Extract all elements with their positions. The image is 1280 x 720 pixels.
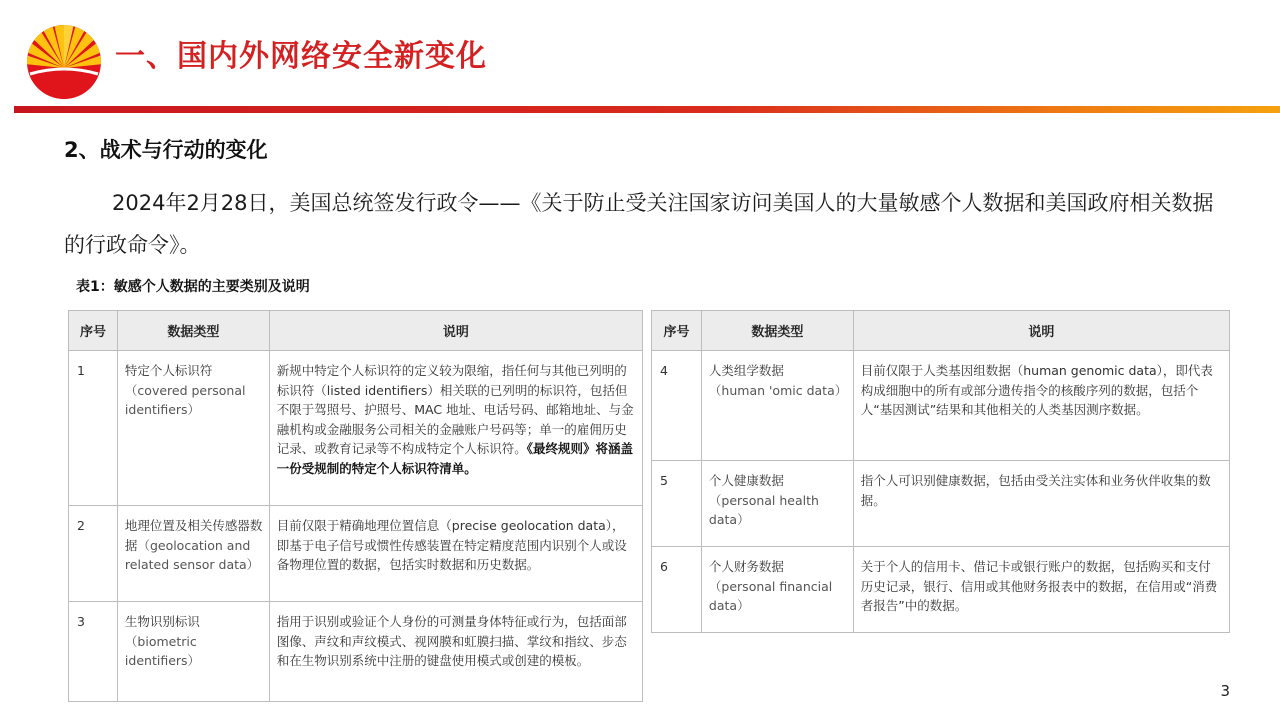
row-description: [269, 602, 642, 702]
header-num: 序号: [69, 311, 118, 351]
row-number: 4: [652, 351, 702, 461]
type-cn: 人类组学数据: [708, 363, 784, 378]
row-type: [117, 602, 269, 702]
page-number: 3: [1220, 682, 1230, 700]
row-description: [269, 506, 642, 602]
header-desc: 说明: [853, 311, 1229, 351]
row-description: [853, 351, 1229, 461]
data-category-table-left: [68, 310, 643, 702]
row-number: 5: [652, 461, 702, 547]
row-number: 6: [652, 547, 702, 633]
row-number: 2: [69, 506, 118, 602]
type-cn: 个人财务数据: [708, 559, 784, 574]
desc-text: 关于个人的信用卡、借记卡或银行账户的数据，包括购买和支付历史记录，银行、信用或其他财务报表中的数据，在信用或“消费者报告”中的数据。: [860, 559, 1218, 613]
table-row: [69, 602, 643, 702]
table-header-row: [69, 311, 643, 351]
desc-bold-text: 《最终规则》将涵盖一份受规制的特定个人标识符清单。: [276, 441, 634, 476]
type-en: （personal financial data）: [708, 578, 833, 613]
table-row: [652, 351, 1230, 461]
header-desc: 说明: [269, 311, 642, 351]
row-type: [701, 351, 853, 461]
table-row: [69, 506, 643, 602]
company-logo: [24, 22, 104, 100]
type-en: （covered personal identifiers）: [124, 382, 246, 417]
type-cn: 个人健康数据: [708, 473, 784, 488]
section-subtitle: 2、战术与行动的变化: [64, 138, 268, 162]
desc-text: 目前仅限于人类基因组数据（human genomic data），即代表构成细胞中的所有或部分遗传指令的核酸序列的数据，包括个人“基因测试”结果和其他相关的人类基因测序数据。: [860, 363, 1213, 417]
desc-text: 指用于识别或验证个人身份的可测量身体特征或行为，包括面部图像、声纹和声纹模式、视网膜和虹膜扫描、掌纹和指纹、步态和在生物识别系统中注册的键盘使用模式或创建的模板。: [276, 614, 627, 668]
row-description: [853, 547, 1229, 633]
row-type: [117, 506, 269, 602]
type-en: （biometric identifiers）: [124, 633, 201, 668]
data-category-table-right: [651, 310, 1230, 633]
desc-text: 指个人可识别健康数据，包括由受关注实体和业务伙伴收集的数据。: [860, 473, 1211, 508]
type-cn: 特定个人标识符: [124, 363, 213, 378]
desc-text: 新规中特定个人标识符的定义较为限缩，指任何与其他已列明的标识符（listed identifiers）相关联的已列明的标识符，包括但不限于驾照号、护照号、MAC 地址、电话号码、邮箱地址、与金融机构或金融服务公司相关的金融账户号码等；单一的雇佣历史记录、或教育记录等不构成特定个人标识符。: [276, 363, 634, 456]
table-caption: 表1：敏感个人数据的主要类别及说明: [76, 279, 310, 295]
header-num: 序号: [652, 311, 702, 351]
slide-title: 一、国内外网络安全新变化: [115, 39, 487, 74]
row-description: [269, 351, 642, 506]
row-type: [117, 351, 269, 506]
table-header-row: [652, 311, 1230, 351]
type-en: （geolocation and related sensor data）: [124, 537, 260, 572]
row-type: [701, 461, 853, 547]
type-cn: 地理位置及相关传感器数据: [124, 518, 263, 553]
intro-paragraph: 2024年2月28日，美国总统签发行政令——《关于防止受关注国家访问美国人的大量敏感个人数据和美国政府相关数据的行政命令》。: [64, 191, 1214, 257]
header-divider: [14, 106, 1280, 113]
row-number: 3: [69, 602, 118, 702]
type-en: （personal health data）: [708, 492, 819, 527]
row-type: [701, 547, 853, 633]
row-number: 1: [69, 351, 118, 506]
desc-text: 目前仅限于精确地理位置信息（precise geolocation data），即基于电子信号或惯性传感装置在特定精度范围内识别个人或设备物理位置的数据，包括实时数据和历史数据。: [276, 518, 627, 572]
type-en: （human 'omic data）: [708, 382, 848, 398]
table-row: [652, 547, 1230, 633]
table-row: [69, 351, 643, 506]
type-cn: 生物识别标识: [124, 614, 200, 629]
table-row: [652, 461, 1230, 547]
header-type: 数据类型: [117, 311, 269, 351]
header-type: 数据类型: [701, 311, 853, 351]
row-description: [853, 461, 1229, 547]
